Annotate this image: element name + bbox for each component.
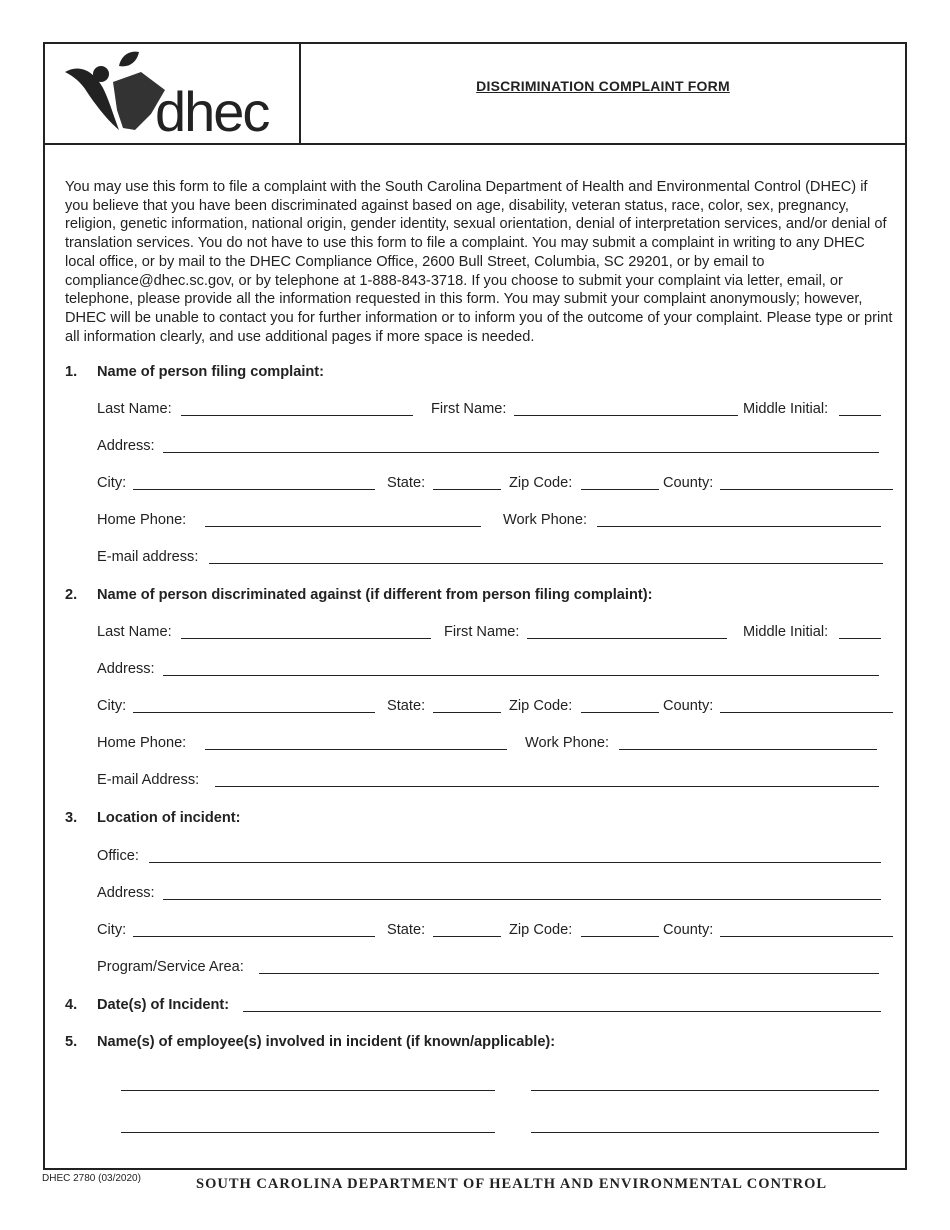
s3-address-field[interactable] bbox=[163, 885, 881, 900]
zip-label: Zip Code: bbox=[509, 475, 573, 491]
state-label: State: bbox=[387, 922, 426, 938]
s2-email-field[interactable] bbox=[215, 772, 879, 787]
s3-program-field[interactable] bbox=[259, 959, 879, 974]
county-label: County: bbox=[663, 698, 714, 714]
county-label: County: bbox=[663, 475, 714, 491]
s2-work-phone-field[interactable] bbox=[619, 735, 877, 750]
logo-mark-icon bbox=[65, 69, 119, 130]
form-code: DHEC 2780 (03/2020) bbox=[42, 1173, 141, 1184]
s3-zip-field[interactable] bbox=[581, 922, 659, 937]
s1-state-field[interactable] bbox=[433, 475, 501, 490]
s2-address-field[interactable] bbox=[163, 661, 879, 676]
city-label: City: bbox=[97, 922, 127, 938]
s3-city-field[interactable] bbox=[133, 922, 375, 937]
middle-initial-label: Middle Initial: bbox=[743, 401, 829, 417]
s2-zip-field[interactable] bbox=[581, 698, 659, 713]
last-name-label: Last Name: bbox=[97, 624, 172, 640]
county-label: County: bbox=[663, 922, 714, 938]
first-name-label: First Name: bbox=[431, 401, 507, 417]
state-label: State: bbox=[387, 475, 426, 491]
s2-state-field[interactable] bbox=[433, 698, 501, 713]
s2-home-phone-field[interactable] bbox=[205, 735, 507, 750]
section-number: 5. bbox=[65, 1034, 78, 1050]
dhec-logo bbox=[59, 48, 299, 143]
first-name-label: First Name: bbox=[444, 624, 520, 640]
program-label: Program/Service Area: bbox=[97, 959, 244, 975]
section-heading: Date(s) of Incident: bbox=[97, 997, 230, 1013]
s3-state-field[interactable] bbox=[433, 922, 501, 937]
s5-employee-field-1[interactable] bbox=[121, 1076, 495, 1091]
email-label: E-mail address: bbox=[97, 549, 199, 565]
work-phone-label: Work Phone: bbox=[503, 512, 588, 528]
s2-middle-initial-field[interactable] bbox=[839, 624, 881, 639]
logo-cell bbox=[45, 44, 301, 143]
state-label: State: bbox=[387, 698, 426, 714]
office-label: Office: bbox=[97, 848, 139, 864]
section-number: 3. bbox=[65, 810, 78, 826]
home-phone-label: Home Phone: bbox=[97, 512, 187, 528]
footer-department: SOUTH CAROLINA DEPARTMENT OF HEALTH AND ENVIRONMENTAL CONTROL bbox=[196, 1176, 828, 1192]
logo-head-icon bbox=[93, 66, 109, 82]
s1-middle-initial-field[interactable] bbox=[839, 401, 881, 416]
section-heading: Name of person discriminated against (if different from person filing complaint): bbox=[97, 587, 653, 603]
address-label: Address: bbox=[97, 885, 155, 901]
city-label: City: bbox=[97, 698, 127, 714]
zip-label: Zip Code: bbox=[509, 922, 573, 938]
s1-city-field[interactable] bbox=[133, 475, 375, 490]
form-frame bbox=[43, 42, 907, 1170]
svg-text:dhec: dhec bbox=[155, 80, 269, 143]
address-label: Address: bbox=[97, 661, 155, 677]
intro-paragraph: You may use this form to file a complaint with the South Carolina Department of Health and Environmental Control (DHEC) if you believe that you have been discriminated against based on age, disability, veteran status, race, color, sex, pregnancy, religion, genetic information, national origin, gender identity, sexual orientation, denial of interpretation services, and/or denial of translation services. You do not have to use this form to file a complaint. You may submit a complaint in writing to any DHEC local office, or by mail to the DHEC Compliance Office, 2600 Bull Street, Columbia, SC 29201, or by email to compliance@dhec.sc.gov, or by telephone at 1-888-843-3718. If you choose to submit your complaint via letter, email, or telephone, please provide all the information requested in this form. You may submit your complaint anonymously; however, DHEC will be unable to contact you for further information or to inform you of the outcome of your complaint. Please type or print all information clearly, and use additional pages if more space is needed. bbox=[65, 179, 893, 345]
s1-work-phone-field[interactable] bbox=[597, 512, 881, 527]
section-heading: Name(s) of employee(s) involved in incident (if known/applicable): bbox=[97, 1034, 556, 1050]
address-label: Address: bbox=[97, 438, 155, 454]
s3-county-field[interactable] bbox=[720, 922, 893, 937]
s1-county-field[interactable] bbox=[720, 475, 893, 490]
s1-address-field[interactable] bbox=[163, 438, 879, 453]
section-number: 2. bbox=[65, 587, 78, 603]
s5-employee-field-2[interactable] bbox=[531, 1076, 879, 1091]
s1-email-field[interactable] bbox=[209, 549, 883, 564]
s2-city-field[interactable] bbox=[133, 698, 375, 713]
s5-employee-field-4[interactable] bbox=[531, 1118, 879, 1133]
s1-zip-field[interactable] bbox=[581, 475, 659, 490]
s4-date-field[interactable] bbox=[243, 997, 881, 1012]
section-heading: Name of person filing complaint: bbox=[97, 364, 325, 380]
s2-county-field[interactable] bbox=[720, 698, 893, 713]
form-header bbox=[45, 44, 905, 145]
last-name-label: Last Name: bbox=[97, 401, 172, 417]
zip-label: Zip Code: bbox=[509, 698, 573, 714]
s1-first-name-field[interactable] bbox=[514, 401, 738, 416]
middle-initial-label: Middle Initial: bbox=[743, 624, 829, 640]
section-heading: Location of incident: bbox=[97, 810, 241, 826]
section-number: 1. bbox=[65, 364, 78, 380]
s2-first-name-field[interactable] bbox=[527, 624, 727, 639]
s3-office-field[interactable] bbox=[149, 848, 881, 863]
s1-last-name-field[interactable] bbox=[181, 401, 413, 416]
page-title: DISCRIMINATION COMPLAINT FORM bbox=[476, 78, 730, 94]
email-label: E-mail Address: bbox=[97, 772, 200, 788]
s1-home-phone-field[interactable] bbox=[205, 512, 481, 527]
s5-employee-field-3[interactable] bbox=[121, 1118, 495, 1133]
home-phone-label: Home Phone: bbox=[97, 735, 187, 751]
city-label: City: bbox=[97, 475, 127, 491]
s2-last-name-field[interactable] bbox=[181, 624, 431, 639]
section-number: 4. bbox=[65, 997, 78, 1013]
work-phone-label: Work Phone: bbox=[525, 735, 610, 751]
